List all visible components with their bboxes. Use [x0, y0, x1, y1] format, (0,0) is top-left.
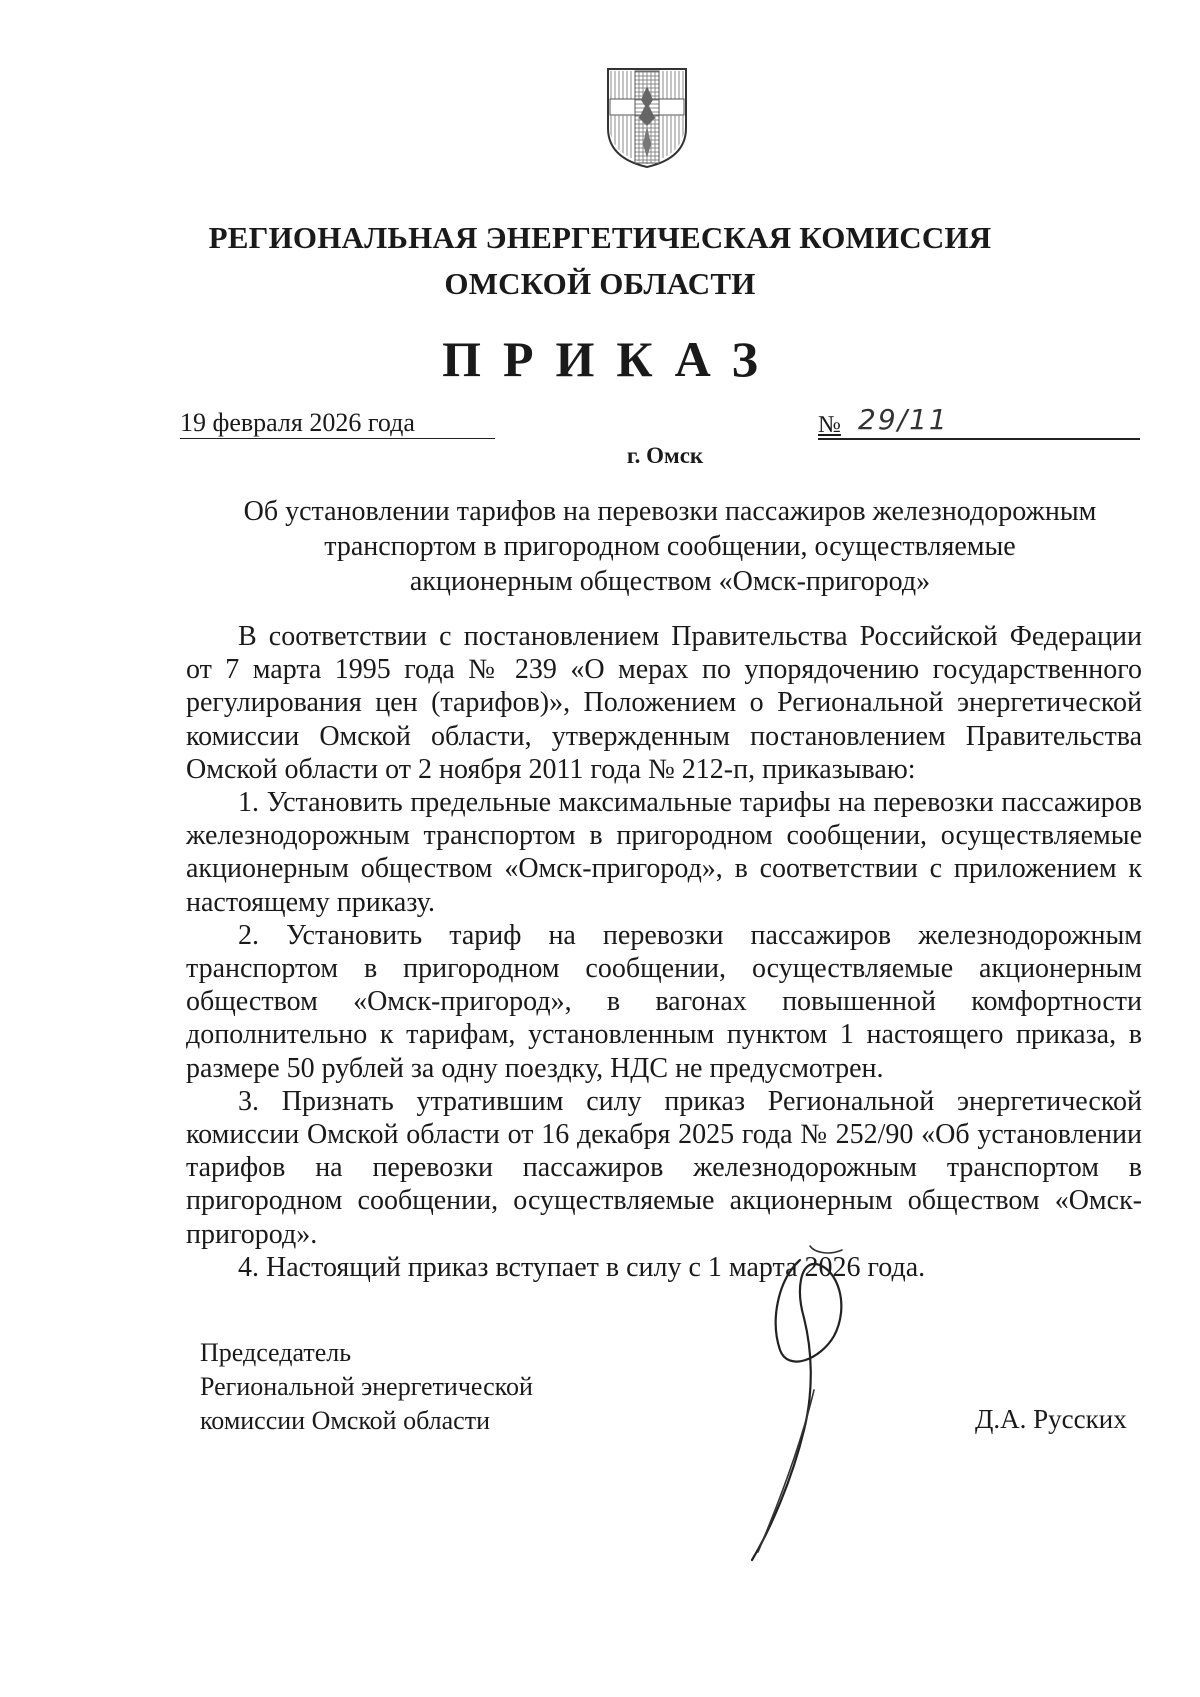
organization-name-line2: ОМСКОЙ ОБЛАСТИ	[444, 266, 756, 301]
signatory-name: Д.А. Русских	[975, 1404, 1127, 1434]
order-body	[186, 620, 1142, 1284]
coat-of-arms-icon	[605, 66, 689, 170]
position-line: Региональной энергетической	[200, 1372, 533, 1401]
order-number-label: №	[818, 412, 841, 438]
position-line: комиссии Омской области	[200, 1406, 490, 1435]
signatory-position	[200, 1336, 533, 1438]
subject-line: Об установлении тарифов на перевозки пассажиров железнодорожным	[243, 496, 1097, 527]
order-number-handwritten: 29/11	[858, 403, 949, 436]
subject-line: акционерным обществом «Омск-пригород»	[409, 566, 931, 597]
position-line: Председатель	[200, 1338, 352, 1367]
order-item: 2. Установить тариф на перевозки пассажиров железнодорожным транспортом в пригородном сообщении, осуществляемые акционерным обществом «Омск-пригород», в вагонах повышенной комфортности дополнительно к тарифам, установленным пунктом 1 настоящего приказа, в размере 50 рублей за одну поездку, НДС не предусмотрен.	[186, 919, 1142, 1084]
organization-name-line1: РЕГИОНАЛЬНАЯ ЭНЕРГЕТИЧЕСКАЯ КОМИССИЯ	[208, 220, 992, 255]
city-name: г. Омск	[626, 443, 704, 468]
order-date: 19 февраля 2026 года	[180, 408, 495, 439]
subject-line: транспортом в пригородном сообщении, осуществляемые	[324, 531, 1016, 562]
document-type-title: ПРИКАЗ	[442, 331, 780, 387]
order-subject	[200, 494, 1140, 599]
preamble-paragraph: В соответствии с постановлением Правительства Российской Федерации от 7 марта 1995 года № 239 «О мерах по упорядочению государственного регулирования цен (тарифов)», Положением о Региональной энергетической комиссии Омской области, утвержденным постановлением Правительства Омской области от 2 ноября 2011 года № 212-п, приказываю:	[186, 621, 1142, 785]
order-number-underline	[818, 438, 1140, 440]
handwritten-signature-icon	[730, 1240, 870, 1570]
order-item: 4. Настоящий приказ вступает в силу с 1 марта 2026 года.	[238, 1251, 926, 1283]
order-item: 1. Установить предельные максимальные тарифы на перевозки пассажиров железнодорожным транспортом в пригородном сообщении, осуществляемые акционерным обществом «Омск-пригород», в соответствии с приложением к настоящему приказу.	[186, 787, 1142, 918]
order-item: 3. Признать утратившим силу приказ Региональной энергетической комиссии Омской области от 16 декабря 2025 года № 252/90 «Об установлении тарифов на перевозки пассажиров железнодорожным транспортом в пригородном сообщении, осуществляемые акционерным обществом «Омск-пригород».	[186, 1085, 1142, 1250]
